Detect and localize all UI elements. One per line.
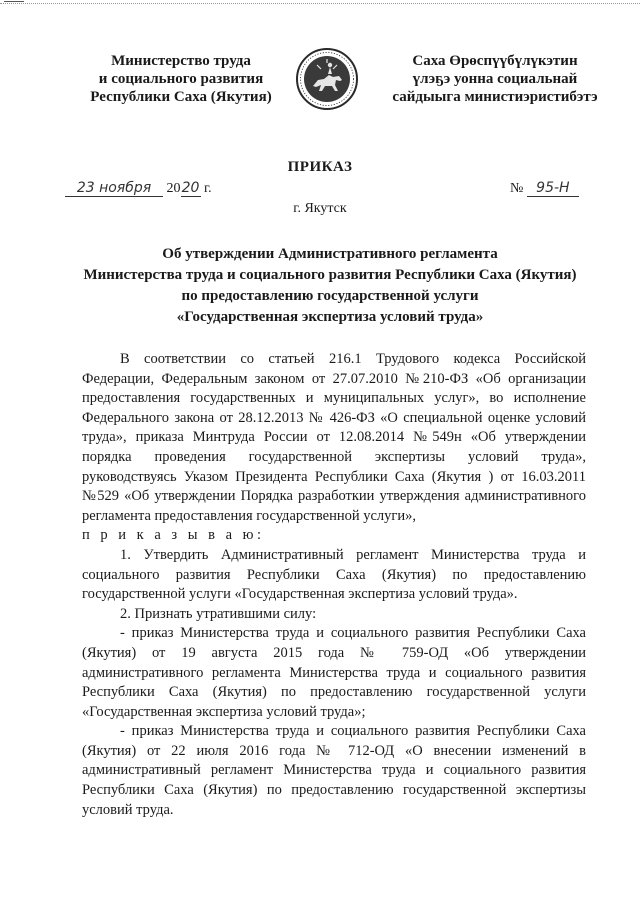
title-line: Об утверждении Административного регламента bbox=[162, 246, 498, 262]
date-year-prefix: 20 bbox=[166, 181, 181, 196]
scan-corner-mark bbox=[4, 1, 24, 2]
order-word: п р и к а з ы в а ю: bbox=[82, 527, 265, 544]
header-left-line: Министерство труда bbox=[111, 53, 251, 69]
header-ministry-name-sakha bbox=[380, 52, 610, 106]
handwritten-day-month: 23 ноября bbox=[65, 180, 163, 197]
handwritten-year-suffix: 20 bbox=[181, 180, 200, 196]
document-type-heading: ПРИКАЗ bbox=[287, 159, 353, 175]
number-prefix: № bbox=[510, 181, 524, 196]
header-right-line: сайдыыга министиэристибэтэ bbox=[392, 89, 598, 105]
document-title bbox=[60, 244, 600, 328]
date-suffix: г. bbox=[204, 181, 212, 196]
title-line: по предоставлению государственной услуги bbox=[181, 288, 479, 304]
header-right-line: үлэҕэ уонна социальнай bbox=[412, 71, 578, 87]
preamble-paragraph: В соответствии со статьей 216.1 Трудового кодекса Российской Федерации, Федеральным законом от 27.07.2010 №210-ФЗ «Об организации предоставления государственных и муниципальных услуг», во исполнение Федерального закона от 28.12.2013 № 426-ФЗ «О специальной оценке условий труда», приказа Минтруда России от 12.08.2014 №549н «Об утверждении порядка проведения государственной экспертизы условий труда», руководствуясь Указом Президента Республики Саха (Якутия ) от 16.03.2011 №529 «Об утверждении Порядка разработкии утверждения административного регламента предоставления государственной услуги», bbox=[82, 351, 586, 524]
sakha-republic-emblem-icon bbox=[295, 47, 359, 111]
document-date bbox=[65, 180, 212, 197]
document-body bbox=[82, 350, 586, 820]
header-right-line: Саха Өрөспүүбүлүкэтин bbox=[412, 53, 578, 69]
order-item-2: 2. Признать утратившими силу: bbox=[120, 605, 317, 622]
order-item-2a: - приказ Министерства труда и социального развития Республики Саха (Якутия) от 19 августа 2015 года № 759-ОД «Об утверждении административного регламента Министерства труда и социального развития Республики Саха (Якутия) по предоставлению государственной услуги «Государственная экспертиза условий труда»; bbox=[82, 625, 586, 720]
order-item-1: 1. Утвердить Административный регламент Министерства труда и социального развития Республики Саха (Якутия) по предоставлению государственной услуги «Государственная экспертиза условий труда». bbox=[82, 546, 586, 603]
title-line: Министерства труда и социального развития Республики Саха (Якутия) bbox=[83, 267, 577, 283]
order-item-2b: - приказ Министерства труда и социального развития Республики Саха (Якутия) от 22 июля 2016 года № 712-ОД «О внесении изменений в административный регламент Министерства труда и социального развития Республики Саха (Якутия) по предоставлению государственной экспертизы условий труда. bbox=[82, 723, 586, 818]
document-number bbox=[510, 180, 579, 197]
header-left-line: и социального развития bbox=[98, 71, 264, 87]
document-city: г. Якутск bbox=[293, 201, 347, 216]
scan-top-border bbox=[0, 3, 640, 4]
handwritten-number: 95-Н bbox=[527, 180, 579, 197]
header-ministry-name-ru bbox=[70, 52, 292, 106]
title-line: «Государственная экспертиза условий труда» bbox=[176, 309, 484, 325]
header-left-line: Республики Саха (Якутия) bbox=[90, 89, 272, 105]
